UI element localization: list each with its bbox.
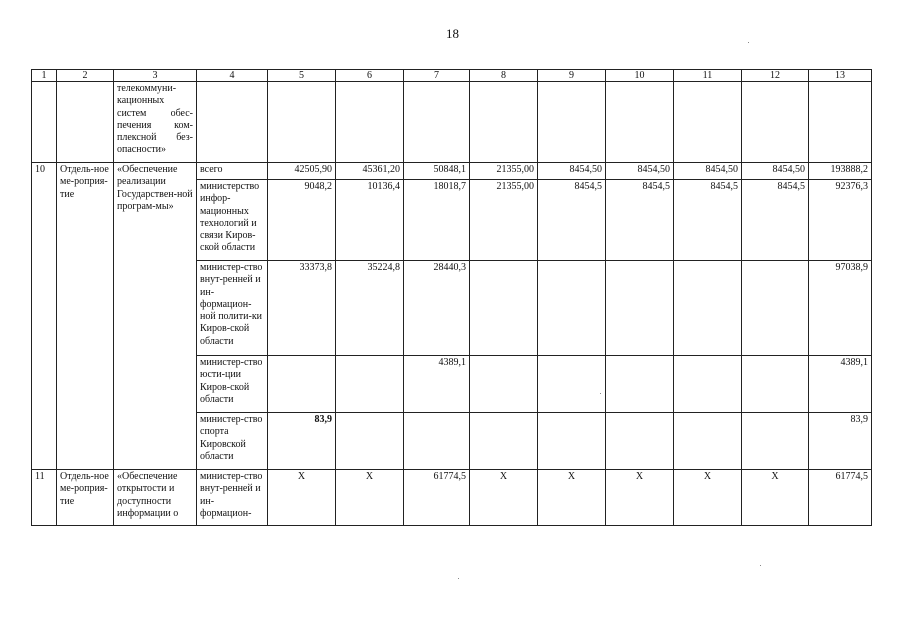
executor: министер-ство внут-ренней и ин-формацион- [197,470,268,526]
value-cell: 8454,5 [538,180,606,261]
value-cell [538,356,606,413]
total-cell: 4389,1 [809,356,872,413]
scan-speck [760,565,761,566]
total-cell: 92376,3 [809,180,872,261]
column-number: 7 [404,70,470,82]
continuation-row [32,82,872,163]
value-cell [404,413,470,470]
column-number: 4 [197,70,268,82]
value-cell: 83,9 [268,413,336,470]
value-cell [470,356,538,413]
value-cell [742,261,809,356]
value-cell: 35224,8 [336,261,404,356]
table-cell [404,82,470,163]
value-cell: Х [742,470,809,526]
row-number: 11 [32,470,57,526]
column-number: 5 [268,70,336,82]
value-cell [606,413,674,470]
table-row [32,163,872,180]
value-cell [470,413,538,470]
executor: всего [197,163,268,180]
table-cell [606,82,674,163]
table-cell [268,82,336,163]
table-cell [32,82,57,163]
value-cell [336,413,404,470]
value-cell: Х [538,470,606,526]
column-number: 9 [538,70,606,82]
total-cell: 83,9 [809,413,872,470]
value-cell: 8454,5 [742,180,809,261]
value-cell: Х [606,470,674,526]
table-cell [538,82,606,163]
column-number: 12 [742,70,809,82]
column-number: 11 [674,70,742,82]
executor: министер-ство спорта Кировской области [197,413,268,470]
measure-type: Отдель-ное ме-роприя-тие [57,470,114,526]
table-cell [336,82,404,163]
value-cell: 4389,1 [404,356,470,413]
column-number: 2 [57,70,114,82]
scan-speck [458,578,459,579]
table-cell [470,82,538,163]
column-number: 6 [336,70,404,82]
column-number: 3 [114,70,197,82]
measure-name-continued: телекоммуни-кационных систем обес-печения ком-плексной без-опасности» [114,82,197,163]
table-cell [809,82,872,163]
value-cell [742,413,809,470]
table-cell [57,82,114,163]
column-number: 8 [470,70,538,82]
value-cell: 45361,20 [336,163,404,180]
value-cell: 8454,50 [742,163,809,180]
value-cell: 8454,50 [606,163,674,180]
table-row [32,470,872,526]
value-cell [742,356,809,413]
executor: министерство инфор-мационных технологий и связи Киров-ской области [197,180,268,261]
value-cell: 21355,00 [470,180,538,261]
value-cell: Х [336,470,404,526]
value-cell: Х [674,470,742,526]
measure-name: «Обеспечение реализации Государствен-ной програм-мы» [114,163,197,470]
value-cell: 50848,1 [404,163,470,180]
budget-table [31,69,872,526]
scan-speck [748,42,749,43]
value-cell [606,356,674,413]
value-cell: 18018,7 [404,180,470,261]
value-cell [674,261,742,356]
value-cell [268,356,336,413]
executor: министер-ство внут-ренней и ин-формацион-ной полити-ки Киров-ской области [197,261,268,356]
value-cell [538,413,606,470]
value-cell: 8454,50 [538,163,606,180]
value-cell: Х [268,470,336,526]
scan-speck [600,393,601,394]
value-cell: 61774,5 [404,470,470,526]
measure-type: Отдель-ное ме-роприя-тие [57,163,114,470]
value-cell: 8454,5 [606,180,674,261]
value-cell: 28440,3 [404,261,470,356]
value-cell: Х [470,470,538,526]
value-cell [674,413,742,470]
table-cell [742,82,809,163]
row-number: 10 [32,163,57,470]
page-number: 18 [446,26,459,41]
measure-name: «Обеспечение открытости и доступности информации о [114,470,197,526]
total-cell: 193888,2 [809,163,872,180]
value-cell: 10136,4 [336,180,404,261]
executor: министер-ство юсти-ции Киров-ской области [197,356,268,413]
value-cell: 21355,00 [470,163,538,180]
total-cell: 61774,5 [809,470,872,526]
value-cell [674,356,742,413]
value-cell [606,261,674,356]
value-cell [336,356,404,413]
value-cell [538,261,606,356]
value-cell: 9048,2 [268,180,336,261]
column-number: 10 [606,70,674,82]
value-cell: 8454,50 [674,163,742,180]
table-cell [197,82,268,163]
value-cell: 42505,90 [268,163,336,180]
value-cell: 8454,5 [674,180,742,261]
value-cell: 33373,8 [268,261,336,356]
column-number-row [32,70,872,82]
value-cell [470,261,538,356]
column-number: 13 [809,70,872,82]
column-number: 1 [32,70,57,82]
total-cell: 97038,9 [809,261,872,356]
table-cell [674,82,742,163]
